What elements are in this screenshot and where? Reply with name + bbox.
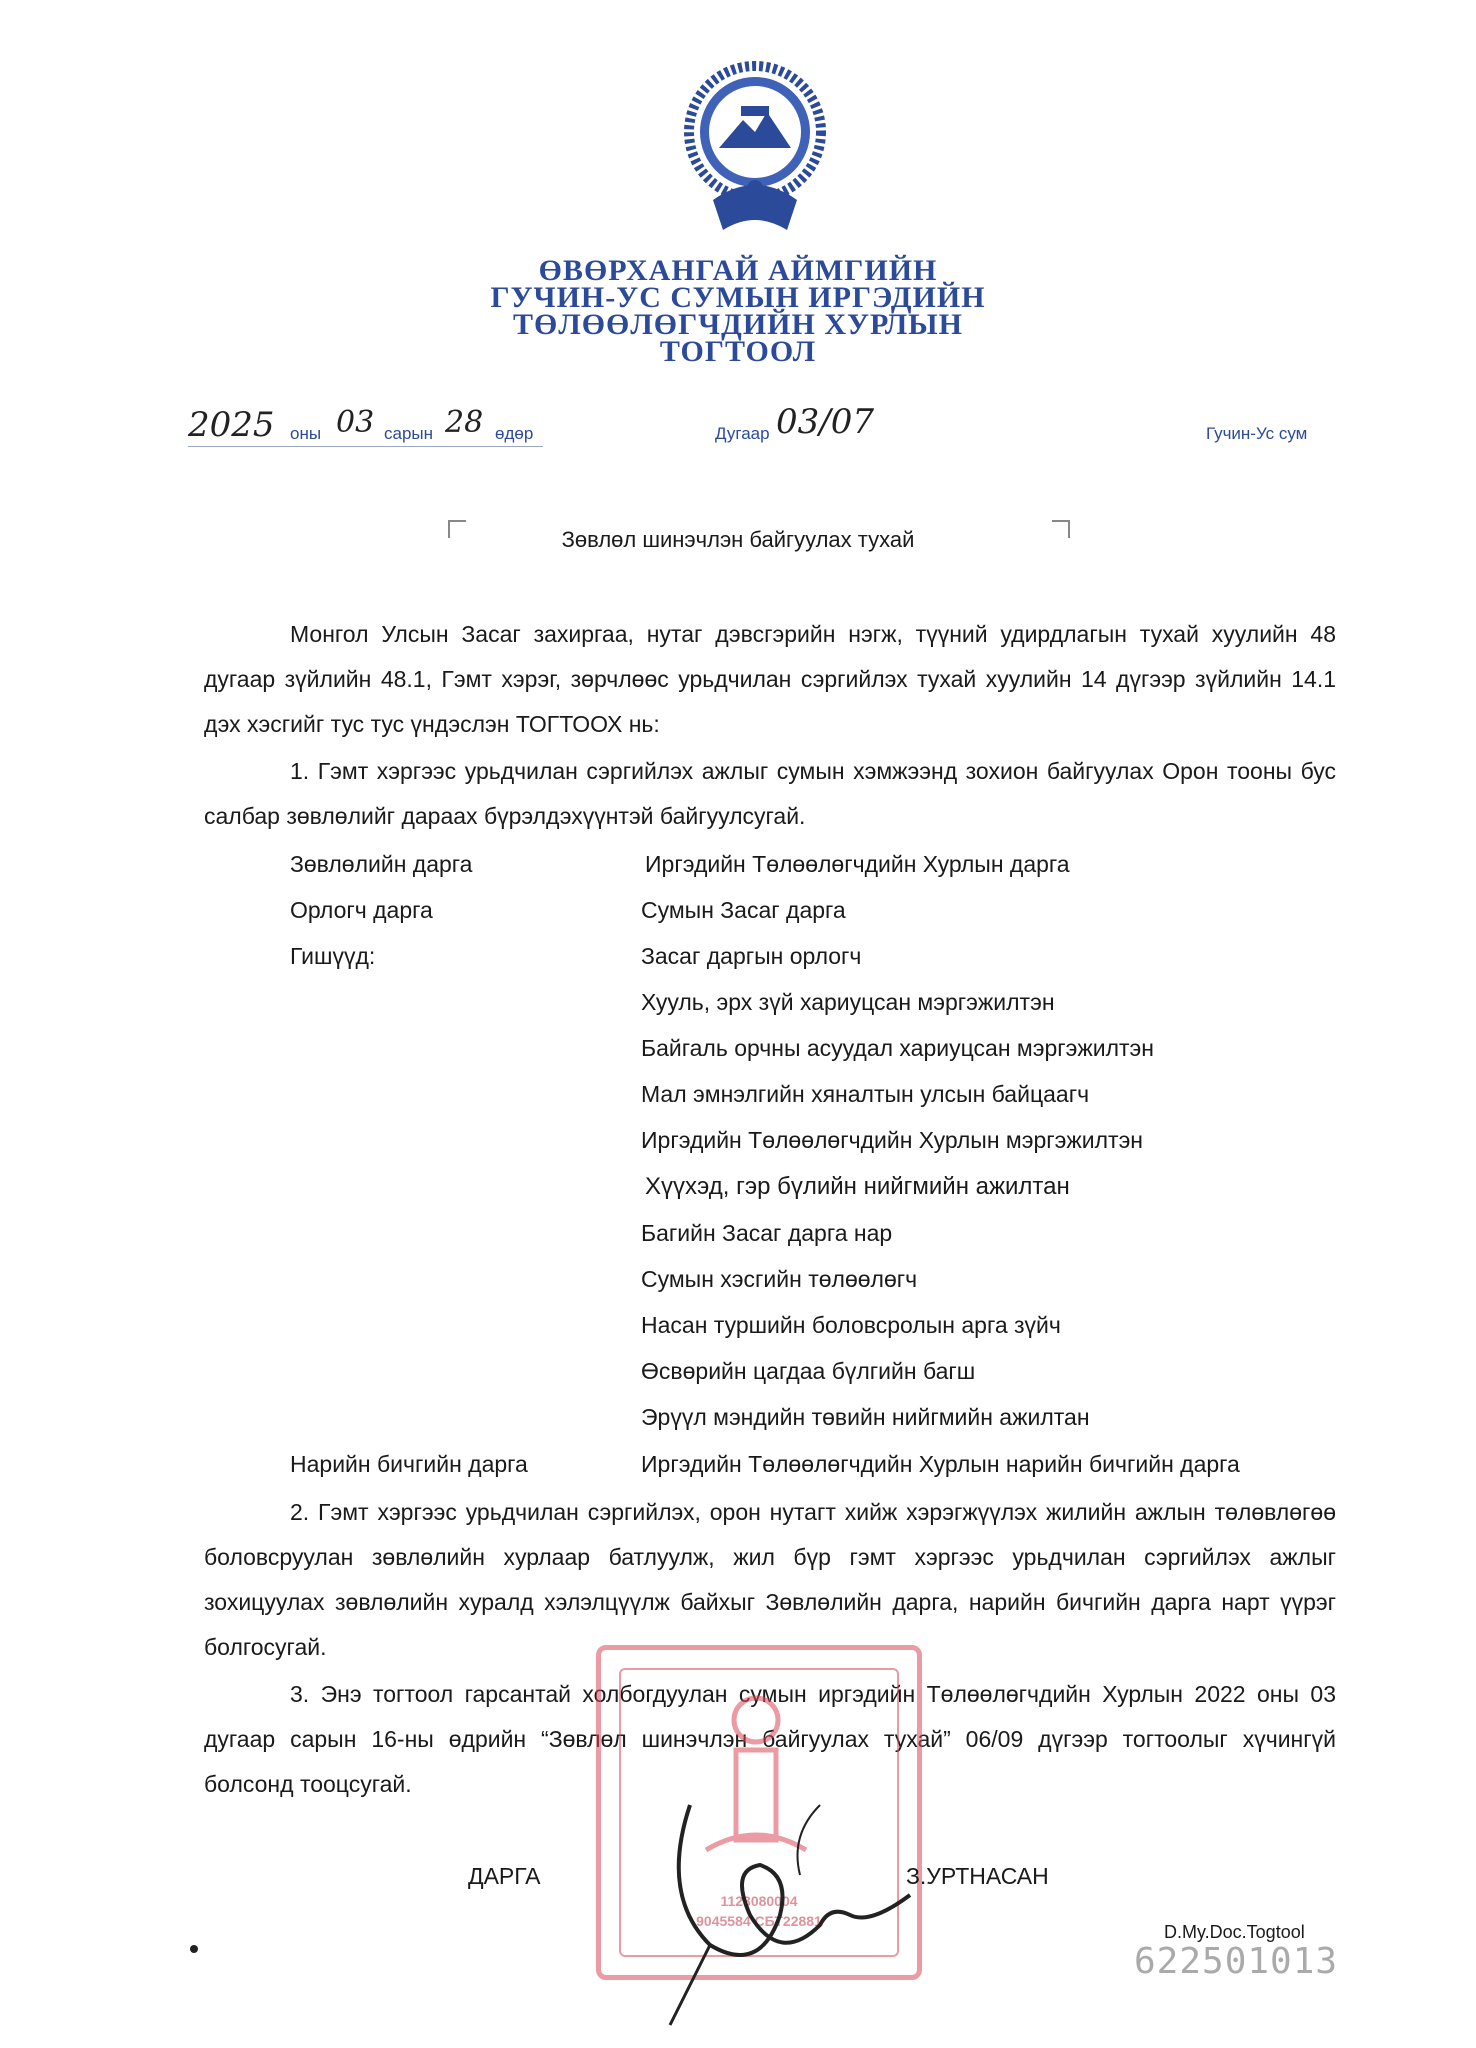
council-person: Эрүүл мэндийн төвийн нийгмийн ажилтан: [641, 1404, 1090, 1430]
council-role: Гишүүд:: [290, 943, 376, 969]
header-line-1: ӨВӨРХАНГАЙ АЙМГИЙН: [538, 254, 938, 287]
date-year-suffix: оны: [290, 424, 322, 443]
place-label: Гучин-Ус сум: [1206, 424, 1308, 443]
date-underline: [188, 446, 543, 447]
council-person: Иргэдийн Төлөөлөгчдийн Хурлын нарийн бичгийн дарга: [641, 1451, 1240, 1477]
council-person: Сумын Засаг дарга: [641, 897, 846, 923]
council-role: Нарийн бичгийн дарга: [290, 1451, 528, 1477]
header-line-2: ГУЧИН-УС СУМЫН ИРГЭДИЙН: [490, 281, 986, 314]
document-number: 03/07: [776, 402, 874, 442]
council-person: Сумын хэсгийн төлөөлөгч: [641, 1266, 918, 1292]
council-person: Иргэдийн Төлөөлөгчдийн Хурлын мэргэжилтэн: [641, 1127, 1144, 1153]
date-month-suffix: сарын: [384, 424, 434, 443]
council-person: Иргэдийн Төлөөлөгчдийн Хурлын дарга: [645, 851, 1070, 877]
header-line-3: ТӨЛӨӨЛӨГЧДИЙН ХУРЛЫН: [513, 308, 963, 341]
document-title: Зөвлөл шинэчлэн байгуулах тухай: [561, 527, 915, 552]
council-person: Мал эмнэлгийн хяналтын улсын байцаагч: [641, 1081, 1090, 1107]
signatory-name: З.УРТНАСАН: [906, 1863, 1049, 1889]
date-day-suffix: өдөр: [495, 424, 534, 443]
council-person: Хүүхэд, гэр бүлийн нийгмийн ажилтан: [645, 1173, 1070, 1200]
seal-number-2: 9045584 СБТ22881: [696, 1913, 822, 1929]
date-year: 2025: [188, 405, 275, 445]
council-person: Өсвөрийн цагдаа бүлгийн багш: [641, 1358, 976, 1384]
header-line-4: ТОГТООЛ: [659, 335, 817, 368]
number-label: Дугаар: [715, 424, 770, 443]
date-month: 03: [336, 405, 375, 440]
point-2: 2. Гэмт хэргээс урьдчилан сэргийлэх, орон нутагт хийж хэрэгжүүлэх жилийн ажлын төлөвлөгөө боловсруулан зөвлөлийн хурлаар батлуулж, жил бүр гэмт хэргээс урьдчилан сэргийлэх ажлыг зохицуулах зөвлөлийн хуралд хэлэлцүүлж байхыг Зөвлөлийн дарга, нарийн бичгийн дарга нарт үүрэг болгосугай.: [204, 1499, 1336, 1660]
council-role: Орлогч дарга: [290, 897, 433, 923]
council-person: Хууль, эрх зүй хариуцсан мэргэжилтэн: [641, 989, 1055, 1015]
council-person: Байгаль орчны асуудал хариуцсан мэргэжилтэн: [641, 1035, 1154, 1061]
page-dot: [190, 1945, 198, 1953]
serial-number: 622501013: [1134, 1941, 1339, 1982]
council-person: Насан туршийн боловсролын арга зүйч: [641, 1312, 1061, 1338]
point-3: 3. Энэ тогтоол гарсантай холбогдуулан сумын иргэдийн Төлөөлөгчдийн Хурлын 2022 оны 03 дугаар сарын 16-ны өдрийн “Зөвлөл шинэчлэн байгуулах тухай” 06/09 дүгээр тогтоолыг хүчингүй болсонд тооцсугай.: [204, 1681, 1336, 1797]
council-role: Зөвлөлийн дарга: [290, 851, 473, 877]
council-person: Багийн Засаг дарга нар: [641, 1220, 893, 1246]
seal-number-1: 1123080004: [720, 1893, 798, 1909]
date-day: 28: [445, 405, 484, 440]
intro-paragraph: Монгол Улсын Засаг захиргаа, нутаг дэвсгэрийн нэгж, түүний удирдлагын тухай хуулийн 48 дугаар зүйлийн 48.1, Гэмт хэрэг, зөрчлөөс урьдчилан сэргийлэх тухай хуулийн 14 дүгээр зүйлийн 14.1 дэх хэсгийг тус тус үндэслэн ТОГТООХ нь:: [204, 621, 1336, 737]
point-1: 1. Гэмт хэргээс урьдчилан сэргийлэх ажлыг сумын хэмжээнд зохион байгуулах Орон тооны бус салбар зөвлөлийг дараах бүрэлдэхүүнтэй байгуулсугай.: [204, 758, 1336, 829]
signature-title: ДАРГА: [468, 1863, 541, 1889]
handwritten-signature: [650, 1775, 920, 2035]
document-code: D.My.Doc.Togtool: [1164, 1922, 1305, 1942]
council-person: Засаг даргын орлогч: [641, 943, 862, 969]
state-emblem: [683, 60, 828, 250]
